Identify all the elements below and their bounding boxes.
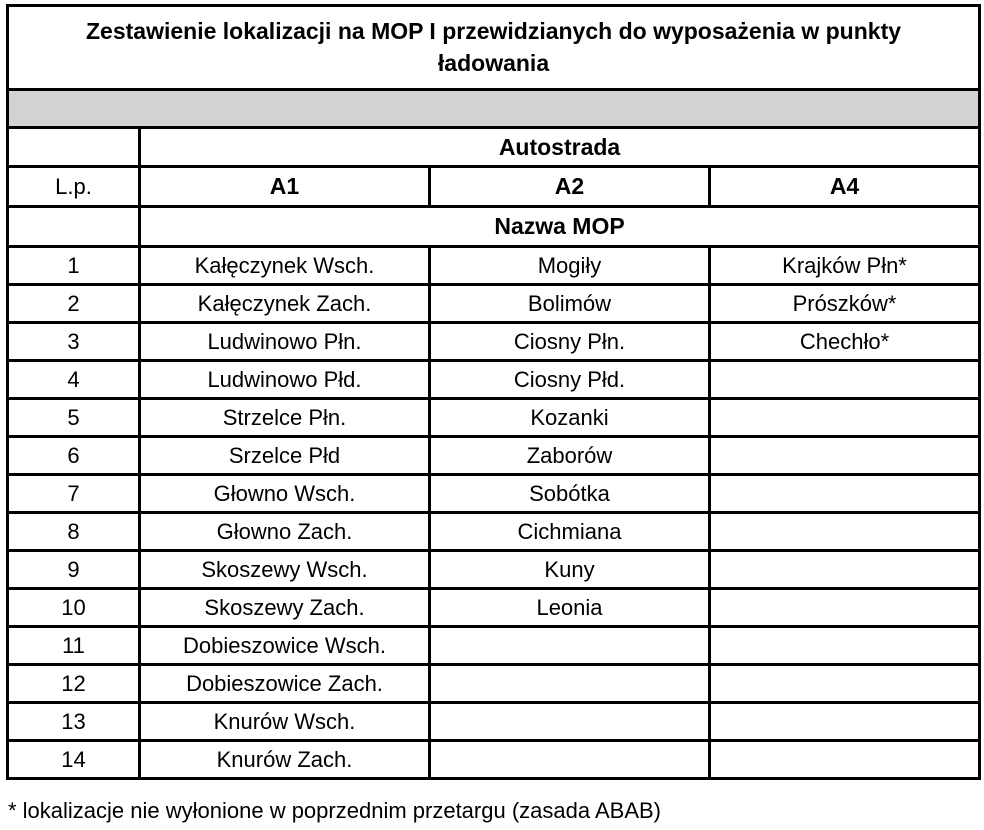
table-cell-a1: Knurów Wsch.	[140, 703, 430, 741]
table-row	[8, 551, 980, 589]
table-cell-lp: 13	[8, 703, 140, 741]
table-cell-lp: 11	[8, 627, 140, 665]
table-cell-a2	[430, 741, 710, 779]
table-cell-lp: 6	[8, 437, 140, 475]
table-cell-a1: Głowno Zach.	[140, 513, 430, 551]
table-cell-a2: Mogiły	[430, 247, 710, 285]
table-row	[8, 703, 980, 741]
table-title-row	[8, 6, 980, 90]
table-cell-a1: Skoszewy Zach.	[140, 589, 430, 627]
table-cell-a4	[710, 399, 980, 437]
table-cell-a2: Leonia	[430, 589, 710, 627]
table-row	[8, 437, 980, 475]
table-row	[8, 741, 980, 779]
table-cell-a2: Ciosny Płn.	[430, 323, 710, 361]
section-header-lp-blank	[8, 207, 140, 247]
table-cell-lp: 1	[8, 247, 140, 285]
mop-locations-table	[6, 4, 981, 780]
column-header-lp: L.p.	[8, 167, 140, 207]
group-header-motorway-label: Autostrada	[140, 128, 980, 167]
table-cell-lp: 9	[8, 551, 140, 589]
gray-spacer-cell	[8, 90, 980, 128]
table-cell-a2: Kuny	[430, 551, 710, 589]
table-cell-a2: Bolimów	[430, 285, 710, 323]
table-row	[8, 627, 980, 665]
table-cell-a1: Knurów Zach.	[140, 741, 430, 779]
table-cell-a4: Prószków*	[710, 285, 980, 323]
table-row	[8, 399, 980, 437]
table-cell-a2: Zaborów	[430, 437, 710, 475]
table-cell-a4	[710, 551, 980, 589]
table-cell-a4	[710, 475, 980, 513]
table-cell-a2	[430, 665, 710, 703]
table-cell-a1: Srzelce Płd	[140, 437, 430, 475]
table-cell-lp: 8	[8, 513, 140, 551]
column-header-a4: A4	[710, 167, 980, 207]
gray-spacer-row	[8, 90, 980, 128]
table-cell-a1: Ludwinowo Płd.	[140, 361, 430, 399]
table-cell-a4	[710, 361, 980, 399]
table-cell-a1: Strzelce Płn.	[140, 399, 430, 437]
table-cell-lp: 3	[8, 323, 140, 361]
mop-name-section-header-row	[8, 207, 980, 247]
column-header-row	[8, 167, 980, 207]
table-cell-a2: Cichmiana	[430, 513, 710, 551]
table-cell-lp: 5	[8, 399, 140, 437]
table-cell-lp: 12	[8, 665, 140, 703]
table-cell-a1: Skoszewy Wsch.	[140, 551, 430, 589]
table-row	[8, 323, 980, 361]
table-cell-a4	[710, 703, 980, 741]
table-cell-a4	[710, 627, 980, 665]
table-cell-a2: Kozanki	[430, 399, 710, 437]
table-cell-a1: Dobieszowice Wsch.	[140, 627, 430, 665]
table-cell-lp: 2	[8, 285, 140, 323]
footnote: * lokalizacje nie wyłonione w poprzednim przetargu (zasada ABAB)	[8, 798, 662, 823]
table-cell-a4	[710, 437, 980, 475]
group-header-lp-blank	[8, 128, 140, 167]
table-cell-a2	[430, 703, 710, 741]
table-cell-lp: 7	[8, 475, 140, 513]
table-cell-a4: Chechło*	[710, 323, 980, 361]
table-cell-a1: Kałęczynek Wsch.	[140, 247, 430, 285]
table-row	[8, 513, 980, 551]
motorway-group-header-row	[8, 128, 980, 167]
table-row	[8, 285, 980, 323]
table-cell-a1: Dobieszowice Zach.	[140, 665, 430, 703]
table-cell-a2: Ciosny Płd.	[430, 361, 710, 399]
table-row	[8, 589, 980, 627]
table-row	[8, 665, 980, 703]
table-cell-a4	[710, 665, 980, 703]
table-cell-lp: 10	[8, 589, 140, 627]
section-header-mop-name-label: Nazwa MOP	[140, 207, 980, 247]
table-row	[8, 247, 980, 285]
page-title: Zestawienie lokalizacji na MOP I przewidzianych do wyposażenia w punkty ładowania	[8, 6, 980, 90]
table-cell-a4	[710, 741, 980, 779]
table-cell-lp: 4	[8, 361, 140, 399]
table-cell-a4	[710, 589, 980, 627]
column-header-a2: A2	[430, 167, 710, 207]
table-cell-a1: Kałęczynek Zach.	[140, 285, 430, 323]
table-cell-a4: Krajków Płn*	[710, 247, 980, 285]
table-cell-lp: 14	[8, 741, 140, 779]
table-cell-a1: Głowno Wsch.	[140, 475, 430, 513]
table-row	[8, 361, 980, 399]
table-row	[8, 475, 980, 513]
column-header-a1: A1	[140, 167, 430, 207]
table-body	[8, 6, 980, 779]
table-cell-a2: Sobótka	[430, 475, 710, 513]
table-cell-a2	[430, 627, 710, 665]
table-cell-a4	[710, 513, 980, 551]
table-cell-a1: Ludwinowo Płn.	[140, 323, 430, 361]
